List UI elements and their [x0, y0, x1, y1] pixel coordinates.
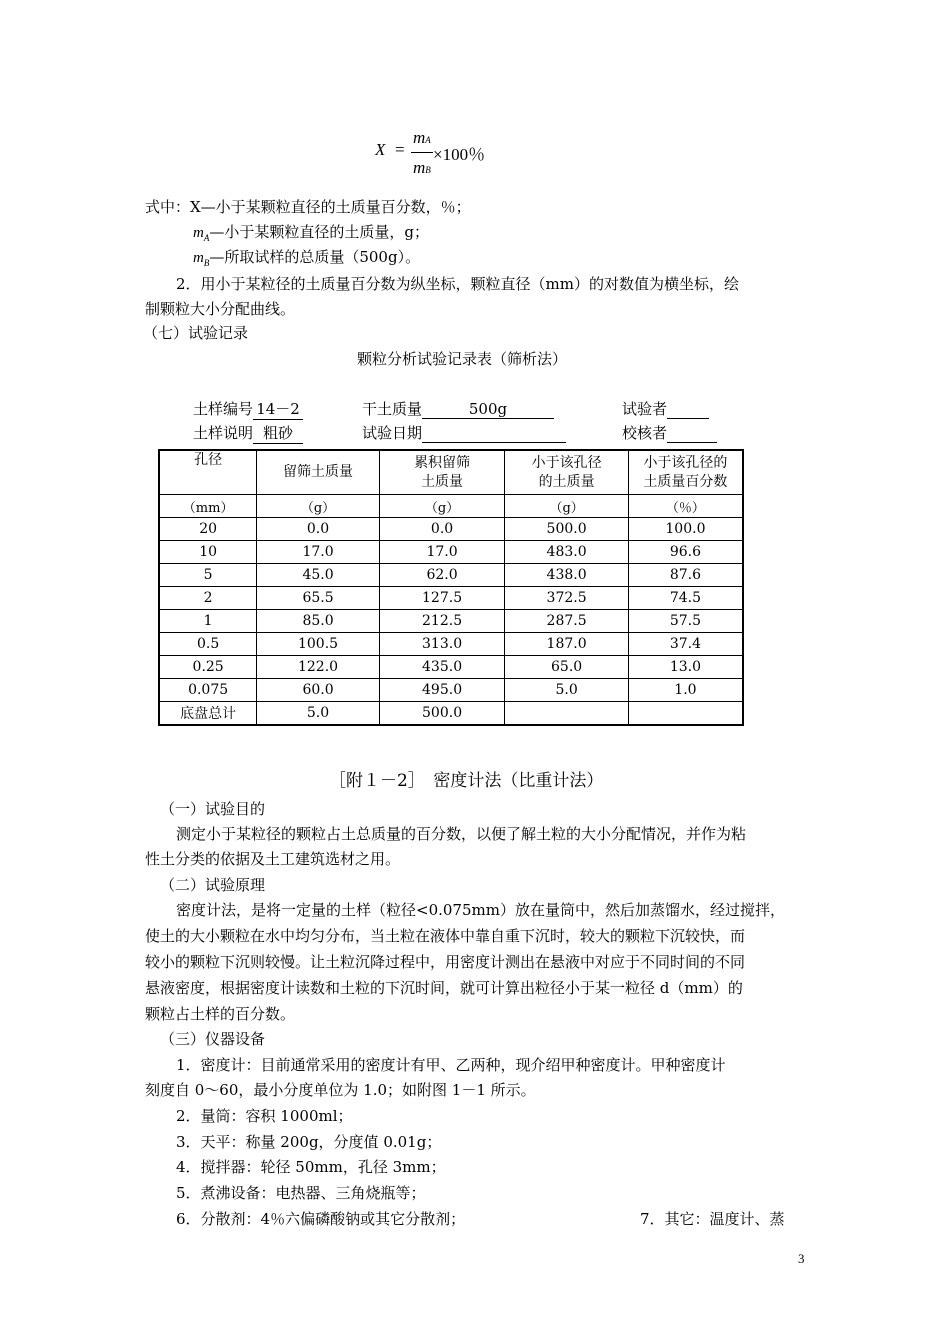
- table-header-cell: [379, 450, 505, 495]
- equipment-item-1-cont: 刻度自 0～60，最小分度单位为 1.0；如附图 1－1 所示。: [145, 1081, 536, 1099]
- header-text: 的土质量: [538, 473, 595, 490]
- section-2-line-2: 使土的大小颗粒在水中均匀分布，当土粒在液体中靠自重下沉时，较大的颗粒下沉较快，而: [145, 927, 746, 945]
- header-text: 土质量: [421, 473, 464, 490]
- table-row: [159, 656, 743, 679]
- formula-numerator: mA: [413, 128, 431, 147]
- table-row: [159, 564, 743, 587]
- table-cell: 100.5: [257, 633, 380, 656]
- equipment-item-7: 7．其它：温度计、蒸: [640, 1210, 785, 1228]
- fraction-bar: [411, 152, 433, 153]
- table-cell: 17.0: [257, 541, 380, 564]
- table-cell: 60.0: [257, 679, 380, 702]
- table-cell: 65.0: [505, 656, 629, 679]
- table-cell: 13.0: [628, 656, 743, 679]
- test-date: 试验日期: [362, 422, 566, 443]
- table-cell: 87.6: [628, 564, 743, 587]
- table-cell: 212.5: [379, 610, 505, 633]
- header-text: 小于该孔径的: [643, 454, 728, 471]
- table-cell: 127.5: [379, 587, 505, 610]
- table-cell: 62.0: [379, 564, 505, 587]
- table-cell: 438.0: [505, 564, 629, 587]
- sample-no: 土样编号 14－2: [193, 398, 303, 420]
- table-cell: 0.25: [159, 656, 257, 679]
- header-text: 土质量百分数: [643, 473, 728, 490]
- unit-cell: （％）: [628, 495, 743, 518]
- table-cell: 85.0: [257, 610, 380, 633]
- table-row: [159, 541, 743, 564]
- table-cell: 495.0: [379, 679, 505, 702]
- table-cell: 74.5: [628, 587, 743, 610]
- table-cell: 96.6: [628, 541, 743, 564]
- table-header-row: [159, 450, 743, 495]
- table-cell: 287.5: [505, 610, 629, 633]
- table-cell: 372.5: [505, 587, 629, 610]
- table-title: 颗粒分析试验记录表（筛析法）: [357, 350, 568, 368]
- equipment-item-1: 1．密度计：目前通常采用的密度计有甲、乙两种，现介绍甲种密度计。甲种密度计: [176, 1056, 726, 1074]
- table-cell: [628, 702, 743, 726]
- table-cell: 45.0: [257, 564, 380, 587]
- header-text: 留筛土质量: [283, 464, 354, 480]
- table-cell: 0.0: [257, 518, 380, 541]
- percent-formula: [375, 128, 515, 190]
- table-cell: 底盘总计: [159, 702, 257, 726]
- equipment-item-3: 3．天平：称量 200g，分度值 0.01g；: [176, 1133, 442, 1151]
- appendix-title: ［附１－2］ 密度计法（比重计法）: [329, 771, 604, 791]
- table-cell: 2: [159, 587, 257, 610]
- table-cell: 100.0: [628, 518, 743, 541]
- header-text: 小于该孔径: [531, 454, 602, 471]
- section-2-line-5: 颗粒占土样的百分数。: [145, 1005, 296, 1023]
- section-2-line-3: 较小的颗粒下沉则较慢。让土粒沉降过程中，用密度计测出在悬液中对应于不同时间的不同: [145, 953, 746, 971]
- table-unit-row: [159, 495, 743, 518]
- equipment-item-2: 2．量筒：容积 1000ml；: [176, 1107, 353, 1125]
- table-cell: 17.0: [379, 541, 505, 564]
- table-cell: 5.0: [257, 702, 380, 726]
- para-2-line-1: 2．用小于某粒径的土质量百分数为纵坐标，颗粒直径（mm）的对数值为横坐标，绘: [176, 275, 739, 293]
- table-row: [159, 702, 743, 726]
- formula-denominator: mB: [413, 158, 431, 177]
- section-2-heading: （二）试验原理: [160, 876, 266, 894]
- unit-cell: （g）: [379, 495, 505, 518]
- sieve-record-table: [158, 449, 744, 726]
- table-cell: 0.075: [159, 679, 257, 702]
- table-header-cell: [257, 450, 380, 495]
- equipment-item-4: 4．搅拌器：轮径 50mm，孔径 3mm；: [176, 1158, 446, 1176]
- table-cell: 187.0: [505, 633, 629, 656]
- tester: 试验者: [622, 398, 709, 419]
- section-7-heading: （七）试验记录: [143, 324, 249, 342]
- table-row: [159, 587, 743, 610]
- table-cell: 313.0: [379, 633, 505, 656]
- formula-lhs: X: [375, 140, 386, 159]
- table-cell: 5: [159, 564, 257, 587]
- table-cell: 5.0: [505, 679, 629, 702]
- table-row: [159, 633, 743, 656]
- section-1-line-1: 测定小于某粒径的颗粒占土总质量的百分数，以便了解土粒的大小分配情况，并作为粘: [176, 825, 747, 843]
- checker: 校核者: [622, 422, 717, 443]
- definition-mb: $m_B—$所取试样的总质量（500g）。: [193, 248, 421, 268]
- table-cell: 57.5: [628, 610, 743, 633]
- table-cell: 0.0: [379, 518, 505, 541]
- table-cell: 500.0: [379, 702, 505, 726]
- table-cell: 10: [159, 541, 257, 564]
- table-header-cell: [628, 450, 743, 495]
- table-row: [159, 679, 743, 702]
- table-cell: 483.0: [505, 541, 629, 564]
- definition-x: 式中：X—小于某颗粒直径的土质量百分数，％；: [145, 198, 471, 216]
- table-header-cell: [505, 450, 629, 495]
- para-2-line-2: 制颗粒大小分配曲线。: [145, 300, 296, 318]
- unit-cell: （g）: [257, 495, 380, 518]
- section-2-line-4: 悬液密度，根据密度计读数和土粒的下沉时间，就可计算出粒径小于某一粒径 d（mm）的: [145, 979, 743, 997]
- table-cell: 500.0: [505, 518, 629, 541]
- header-text: 孔径: [194, 452, 223, 468]
- unit-cell: （mm）: [159, 495, 257, 518]
- formula-multiplier: ×100％: [433, 145, 486, 164]
- table-cell: 122.0: [257, 656, 380, 679]
- section-1-line-2: 性土分类的依据及土工建筑选材之用。: [145, 850, 401, 868]
- table-cell: 1: [159, 610, 257, 633]
- equipment-item-5: 5．煮沸设备：电热器、三角烧瓶等；: [176, 1184, 426, 1202]
- table-row: [159, 610, 743, 633]
- table-cell: 20: [159, 518, 257, 541]
- formula-equals: =: [395, 140, 405, 159]
- table-cell: 0.5: [159, 633, 257, 656]
- unit-cell: （g）: [505, 495, 629, 518]
- section-3-heading: （三）仪器设备: [160, 1030, 266, 1048]
- definition-ma: $m_A—$小于某颗粒直径的土质量，g；: [193, 223, 429, 243]
- table-cell: [505, 702, 629, 726]
- section-2-line-1: 密度计法，是将一定量的土样（粒径<0.075mm）放在量筒中，然后加蒸馏水，经过搅拌，: [176, 901, 785, 919]
- section-1-heading: （一）试验目的: [160, 800, 266, 818]
- table-cell: 435.0: [379, 656, 505, 679]
- table-row: [159, 518, 743, 541]
- table-header-cell: [159, 450, 257, 495]
- table-cell: 65.5: [257, 587, 380, 610]
- equipment-item-6: 6．分散剂：4％六偏磷酸钠或其它分散剂；: [176, 1210, 466, 1228]
- table-cell: 1.0: [628, 679, 743, 702]
- sample-desc: 土样说明 粗砂: [193, 422, 303, 444]
- page-number: 3: [798, 1251, 805, 1266]
- dry-mass: 干土质量 500g: [362, 398, 554, 419]
- header-text: 累积留筛: [414, 454, 471, 471]
- table-cell: 37.4: [628, 633, 743, 656]
